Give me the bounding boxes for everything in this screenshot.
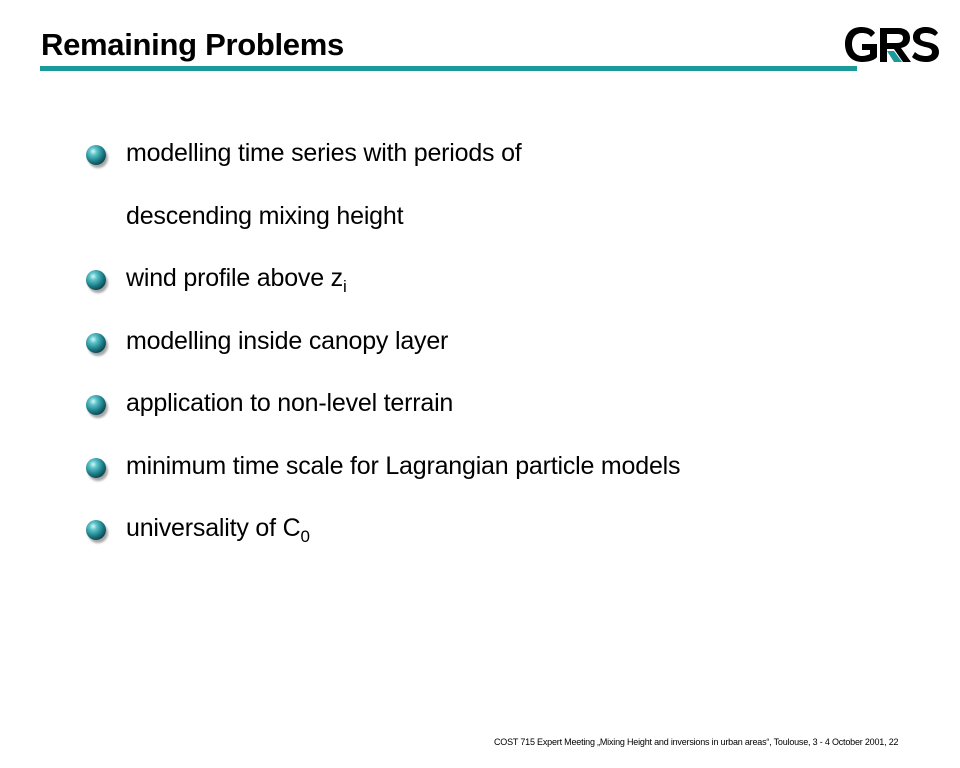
list-item (86, 447, 906, 510)
list-item-text: universality of $C_0$ (126, 514, 310, 546)
subscript: i (342, 277, 347, 296)
teal-sphere-bullet-icon (86, 520, 106, 540)
teal-sphere-bullet-icon (86, 458, 106, 478)
bullet-list (86, 134, 906, 572)
list-item-text: modelling inside canopy layer (126, 326, 449, 355)
list-item-text: descending mixing height (126, 201, 404, 230)
teal-sphere-bullet-icon (86, 333, 106, 353)
grs-logo-icon (842, 24, 942, 66)
list-item (86, 259, 906, 322)
list-item-text: wind profile above $z_i$ (126, 264, 347, 296)
title-underline-rule (40, 66, 857, 71)
list-item (86, 509, 906, 572)
slide-title: Remaining Problems (41, 27, 344, 62)
subscript: 0 (300, 527, 310, 546)
teal-sphere-bullet-icon (86, 145, 106, 165)
teal-sphere-bullet-icon (86, 395, 106, 415)
slide-footer: COST 715 Expert Meeting „Mixing Height and inversions in urban areas“, Toulouse, 3 - 4 October 2001, 22 (494, 737, 899, 747)
list-item (86, 134, 906, 197)
list-item-text: minimum time scale for Lagrangian particle models (126, 451, 681, 480)
list-item-text: modelling time series with periods of (126, 139, 522, 167)
list-item (86, 384, 906, 447)
list-item-text: application to non-level terrain (126, 389, 454, 417)
list-item-continuation (86, 197, 906, 260)
teal-sphere-bullet-icon (86, 270, 106, 290)
list-item (86, 322, 906, 385)
